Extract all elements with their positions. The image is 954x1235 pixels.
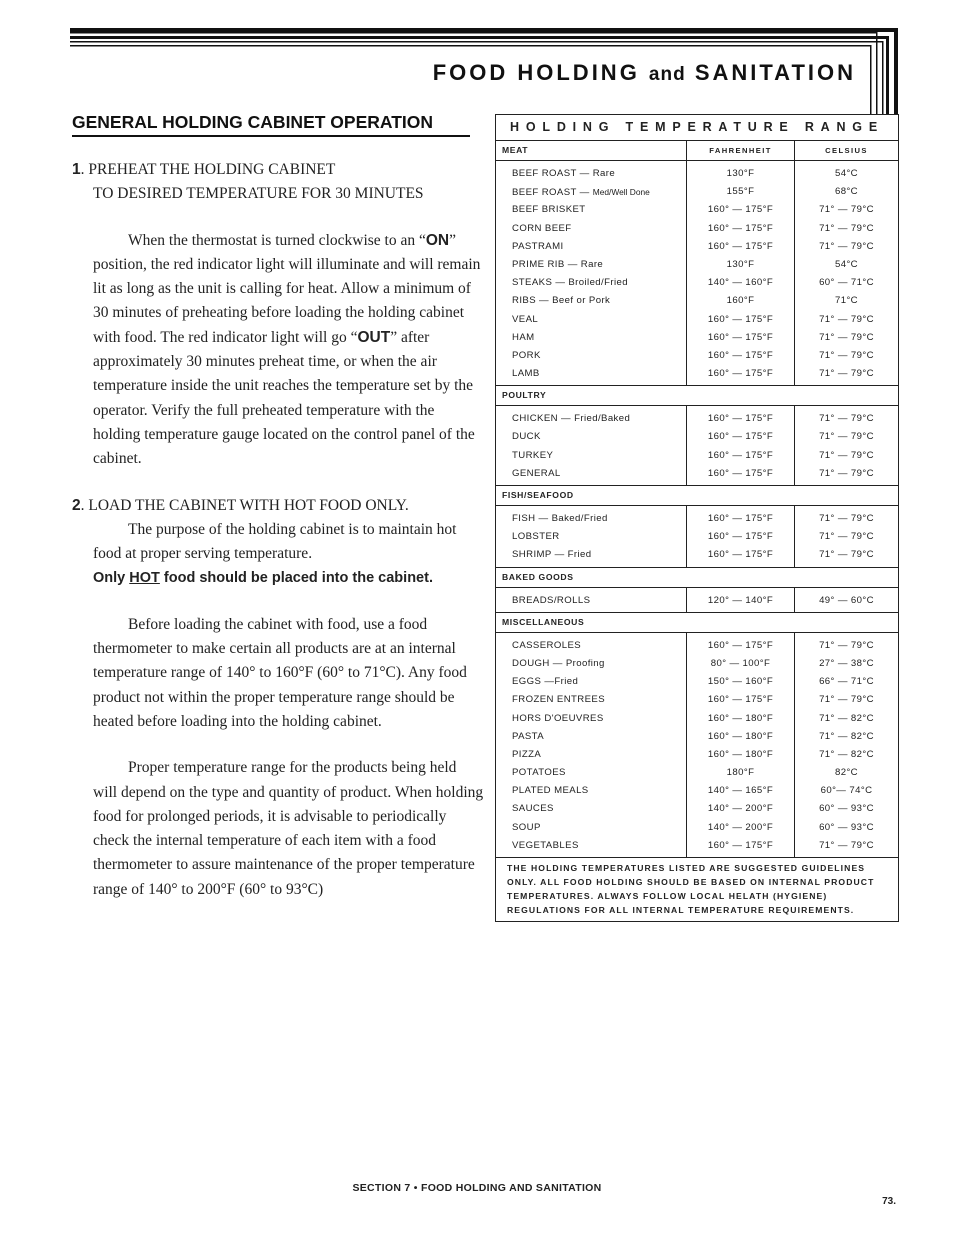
celsius-header: CELSIUS [825, 146, 868, 155]
table-row-item [512, 691, 686, 709]
celsius-column [795, 161, 898, 385]
table-row-item [512, 673, 686, 691]
table-row-item [512, 256, 686, 274]
item-name: PIZZA [512, 748, 542, 760]
table-row-celsius: 71° — 79°C [819, 531, 874, 543]
table-row-fahrenheit: 160° — 175°F [707, 349, 774, 361]
table-row-item [512, 637, 686, 655]
on-label: ON [425, 231, 450, 249]
table-row-celsius: 60° — 71°C [819, 277, 874, 289]
item-name: VEGETABLES [512, 839, 579, 851]
table-row-item [512, 655, 686, 673]
table-row-celsius: 71° — 79°C [819, 413, 874, 425]
table-row-celsius: 71° — 79°C [819, 694, 874, 706]
header-title-part1: FOOD HOLDING [432, 60, 649, 85]
table-group-rows [496, 161, 898, 386]
table-row-celsius: 71° — 79°C [819, 222, 874, 234]
table-row-celsius: 66° — 71°C [819, 676, 874, 688]
item-name: GENERAL [512, 467, 561, 479]
note-hot: HOT [129, 570, 160, 587]
table-row-item [512, 238, 686, 256]
section-title-rule [72, 135, 470, 137]
note-text-b: food should be placed into the cabinet. [159, 570, 433, 587]
step-1-caption-line1: PREHEAT THE HOLDING CABINET [88, 161, 336, 178]
table-row-fahrenheit: 155°F [726, 186, 755, 198]
table-row-fahrenheit: 140° — 160°F [707, 277, 774, 289]
item-name: TURKEY [512, 449, 554, 461]
table-group-header: BAKED GOODS [496, 568, 898, 588]
table-row-fahrenheit: 130°F [726, 258, 755, 270]
item-name: LOBSTER [512, 531, 560, 543]
step-1-text-b: ” position, the red indicator light will illuminate and will remain lit as long as the unit is calling for heat. Allow a minimum of 30 minutes of preheating before loading the holding cabinet with food. The red indicator light will go “ [93, 231, 481, 346]
table-row-celsius: 71° — 79°C [819, 639, 874, 651]
table-row-celsius: 71° — 79°C [819, 549, 874, 561]
item-name: RIBS — Beef or Pork [512, 295, 611, 307]
fahrenheit-column [687, 161, 795, 385]
table-row-celsius: 60° — 93°C [819, 803, 874, 815]
table-row-item [512, 201, 686, 219]
table-row-celsius: 71° — 79°C [819, 331, 874, 343]
table-row-celsius: 71° — 79°C [819, 431, 874, 443]
table-row-item [512, 311, 686, 329]
table-row-item [512, 220, 686, 238]
fahrenheit-column [687, 506, 795, 567]
table-row-celsius: 49° — 60°C [819, 594, 874, 606]
spacer [72, 734, 484, 756]
header-title-and: and [648, 64, 686, 85]
table-row-item [512, 819, 686, 837]
table-row-fahrenheit: 160° — 175°F [707, 839, 774, 851]
table-row-fahrenheit: 120° — 140°F [707, 594, 774, 606]
item-name: PORK [512, 349, 541, 361]
spacer [72, 591, 484, 613]
item-name: BREADS/ROLLS [512, 594, 591, 606]
step-2-caption: LOAD THE CABINET WITH HOT FOOD ONLY. [88, 496, 409, 514]
table-row-item [512, 465, 686, 483]
table-group-rows [496, 506, 898, 568]
fahrenheit-column [687, 406, 795, 485]
celsius-column [795, 588, 898, 612]
item-name: PRIME RIB — Rare [512, 258, 604, 270]
item-name: BEEF BRISKET [512, 204, 586, 216]
table-group-rows [496, 633, 898, 858]
table-body [496, 141, 898, 858]
spacer [72, 207, 484, 229]
table-row-celsius: 82°C [834, 767, 859, 779]
table-row-item [512, 165, 686, 183]
celsius-column [795, 633, 898, 857]
table-row-fahrenheit: 160° — 180°F [707, 712, 774, 724]
page-header-title [433, 60, 856, 86]
table-row-fahrenheit: 160°F [726, 295, 755, 307]
step-1-text-c: ” after approximately 30 minutes preheat time, or when the air temperature inside the unit reaches the temperature set by the operator. Verify the full preheated temperature with the holding temperature gauge located on the control panel of the cabinet. [93, 328, 475, 468]
table-row-item [512, 746, 686, 764]
out-label: OUT [357, 328, 391, 346]
table-row-fahrenheit: 160° — 175°F [707, 240, 774, 252]
item-name: FROZEN ENTREES [512, 694, 606, 706]
spacer [72, 472, 484, 494]
instructions-column [72, 158, 484, 902]
holding-temperature-table [495, 114, 899, 922]
table-row-item [512, 782, 686, 800]
item-name: BEEF ROAST — [512, 187, 593, 199]
celsius-column [795, 406, 898, 485]
table-row-fahrenheit: 160° — 175°F [707, 513, 774, 524]
table-row-fahrenheit: 160° — 175°F [707, 331, 774, 343]
table-row-fahrenheit: 80° — 100°F [710, 657, 771, 669]
table-row-celsius: 71° — 79°C [819, 204, 874, 216]
item-name: STEAKS — Broiled/Fried [512, 277, 628, 289]
table-row-celsius: 71° — 82°C [819, 712, 874, 724]
item-name: CASSEROLES [512, 639, 582, 651]
table-row-item [512, 592, 686, 610]
table-row-item [512, 447, 686, 465]
item-name: HORS D'OEUVRES [512, 712, 604, 724]
item-name: DOUGH — Proofing [512, 657, 605, 669]
table-row-item [512, 347, 686, 365]
step-2-paragraph-2: Before loading the cabinet with food, use a food thermometer to make certain all products are at an internal temperature range of 140° to 160°F (60° to 71°C). Any food product not within the proper temperature range should be heated before loading into the holding cabinet. [93, 615, 467, 730]
table-row-fahrenheit: 160° — 175°F [707, 368, 774, 380]
item-name: PLATED MEALS [512, 785, 589, 797]
table-row-celsius: 71° — 79°C [819, 240, 874, 252]
fahrenheit-column [687, 588, 795, 612]
table-row-fahrenheit: 160° — 175°F [707, 549, 774, 561]
item-name: PASTRAMI [512, 240, 564, 252]
table-row-fahrenheit: 160° — 175°F [707, 222, 774, 234]
table-row-celsius: 71° — 79°C [819, 368, 874, 380]
table-row-fahrenheit: 160° — 175°F [707, 204, 774, 216]
item-column [496, 588, 687, 612]
table-row-fahrenheit: 160° — 175°F [707, 531, 774, 543]
table-group-header: FISH/SEAFOOD [496, 486, 898, 506]
table-row-item [512, 510, 686, 528]
table-row-fahrenheit: 140° — 165°F [707, 785, 774, 797]
step-1-caption-line2: TO DESIRED TEMPERATURE FOR 30 MINUTES [93, 185, 424, 203]
table-row-celsius: 71° — 79°C [819, 513, 874, 524]
table-row-fahrenheit: 160° — 175°F [707, 694, 774, 706]
step-2: 2. LOAD THE CABINET WITH HOT FOOD ONLY. [72, 496, 409, 514]
item-sub: Med/Well Done [592, 187, 650, 198]
table-group-header: MISCELLANEOUS [496, 613, 898, 633]
table-row-fahrenheit: 160° — 175°F [707, 639, 774, 651]
item-name: SHRIMP — Fried [512, 549, 592, 561]
item-name: BEEF ROAST — Rare [512, 168, 616, 179]
item-name: HAM [512, 331, 535, 343]
item-name: SOUP [512, 821, 541, 833]
step-1-paragraph [72, 229, 484, 472]
table-row-item [512, 292, 686, 310]
table-row-item [512, 274, 686, 292]
table-row-celsius: 27° — 38°C [819, 657, 874, 669]
table-row-celsius: 71° — 79°C [819, 449, 874, 461]
table-group-header: POULTRY [496, 386, 898, 406]
table-row-item [512, 764, 686, 782]
table-row-celsius: 71° — 82°C [819, 730, 874, 742]
table-row-item [512, 365, 686, 383]
table-row-item [512, 837, 686, 855]
table-row-fahrenheit: 150° — 160°F [707, 676, 774, 688]
table-row-fahrenheit: 160° — 180°F [707, 730, 774, 742]
table-group-rows [496, 588, 898, 613]
table-row-celsius: 71°C [834, 295, 859, 307]
table-row-celsius: 71° — 79°C [819, 349, 874, 361]
table-row-fahrenheit: 180°F [726, 767, 755, 779]
table-group-rows [496, 406, 898, 486]
table-row-fahrenheit: 160° — 175°F [707, 467, 774, 479]
table-row-celsius: 71° — 79°C [819, 313, 874, 325]
group-name: MEAT [496, 141, 687, 160]
table-row-item [512, 710, 686, 728]
item-name: SAUCES [512, 803, 554, 815]
item-name: DUCK [512, 431, 541, 443]
item-name: LAMB [512, 368, 540, 380]
fahrenheit-header: FAHRENHEIT [687, 141, 795, 160]
table-row-item [512, 410, 686, 428]
table-row-celsius: 60° — 93°C [819, 821, 874, 833]
table-row-item [512, 329, 686, 347]
table-row-item [512, 428, 686, 446]
table-row-item [512, 728, 686, 746]
hot-food-note [72, 566, 484, 590]
item-name: VEAL [512, 313, 539, 325]
table-title: HOLDING TEMPERATURE RANGE [496, 115, 898, 141]
item-name: CHICKEN — Fried/Baked [512, 413, 631, 425]
section-title: GENERAL HOLDING CABINET OPERATION [72, 112, 434, 132]
item-name: FISH — Baked/Fried [512, 513, 608, 524]
table-row-fahrenheit: 140° — 200°F [707, 821, 774, 833]
table-row-celsius: 54°C [834, 168, 859, 179]
page-number: 73. [882, 1196, 896, 1207]
table-row-item [512, 800, 686, 818]
table-row-celsius: 68°C [834, 186, 859, 198]
step-2-number: 2 [72, 496, 81, 514]
table-row-fahrenheit: 130°F [726, 168, 755, 179]
fahrenheit-column [687, 633, 795, 857]
item-name: CORN BEEF [512, 222, 572, 234]
table-row-fahrenheit: 140° — 200°F [707, 803, 774, 815]
page-footer: SECTION 7 • FOOD HOLDING AND SANITATION [352, 1182, 602, 1194]
item-name: PASTA [512, 730, 545, 742]
table-row-item [512, 183, 686, 201]
step-1-number: 1 [72, 161, 81, 178]
table-row-item [512, 528, 686, 546]
item-column [496, 161, 687, 385]
item-name: EGGS —Fried [512, 676, 579, 688]
header-title-part2: SANITATION [685, 60, 856, 85]
table-note: THE HOLDING TEMPERATURES LISTED ARE SUGGESTED GUIDELINES ONLY. ALL FOOD HOLDING SHOULD BE BASED ON INTERNAL PRODUCT TEMPERATURES. ALWAYS FOLLOW LOCAL HELATH (HYGIENE) REGULATIONS FOR ALL INTERNAL TEMPERATURE REQUIREMENTS. [507, 863, 875, 915]
step-2-paragraph-1: The purpose of the holding cabinet is to maintain hot food at proper serving temperature. [93, 520, 457, 563]
item-column [496, 506, 687, 567]
table-row-fahrenheit: 160° — 175°F [707, 413, 774, 425]
item-column [496, 406, 687, 485]
note-text-a: Only [93, 570, 130, 587]
table-row-fahrenheit: 160° — 175°F [707, 449, 774, 461]
table-row-celsius: 60°— 74°C [820, 785, 873, 797]
table-row-celsius: 71° — 79°C [819, 467, 874, 479]
table-row-celsius: 54°C [834, 258, 859, 270]
step-2-paragraph-3: Proper temperature range for the products being held will depend on the type and quantity of product. When holding food for prolonged periods, it is advisable to periodically check the internal temperature of each item with a food thermometer to assure maintenance of the proper temperature range of 140° to 200°F (60° to 93°C) [93, 759, 484, 898]
table-group-header [496, 141, 898, 161]
celsius-column [795, 506, 898, 567]
step-1-text-a: When the thermostat is turned clockwise to an “ [128, 231, 426, 249]
item-column [496, 633, 687, 857]
item-name: POTATOES [512, 767, 566, 779]
table-row-celsius: 71° — 82°C [819, 748, 874, 760]
table-row-fahrenheit: 160° — 180°F [707, 748, 774, 760]
table-row-item [512, 546, 686, 564]
table-row-celsius: 71° — 79°C [819, 839, 874, 851]
table-row-fahrenheit: 160° — 175°F [707, 431, 774, 443]
step-1: 1. PREHEAT THE HOLDING CABINET TO DESIRED TEMPERATURE FOR 30 MINUTES [72, 158, 484, 207]
table-row-fahrenheit: 160° — 175°F [707, 313, 774, 325]
